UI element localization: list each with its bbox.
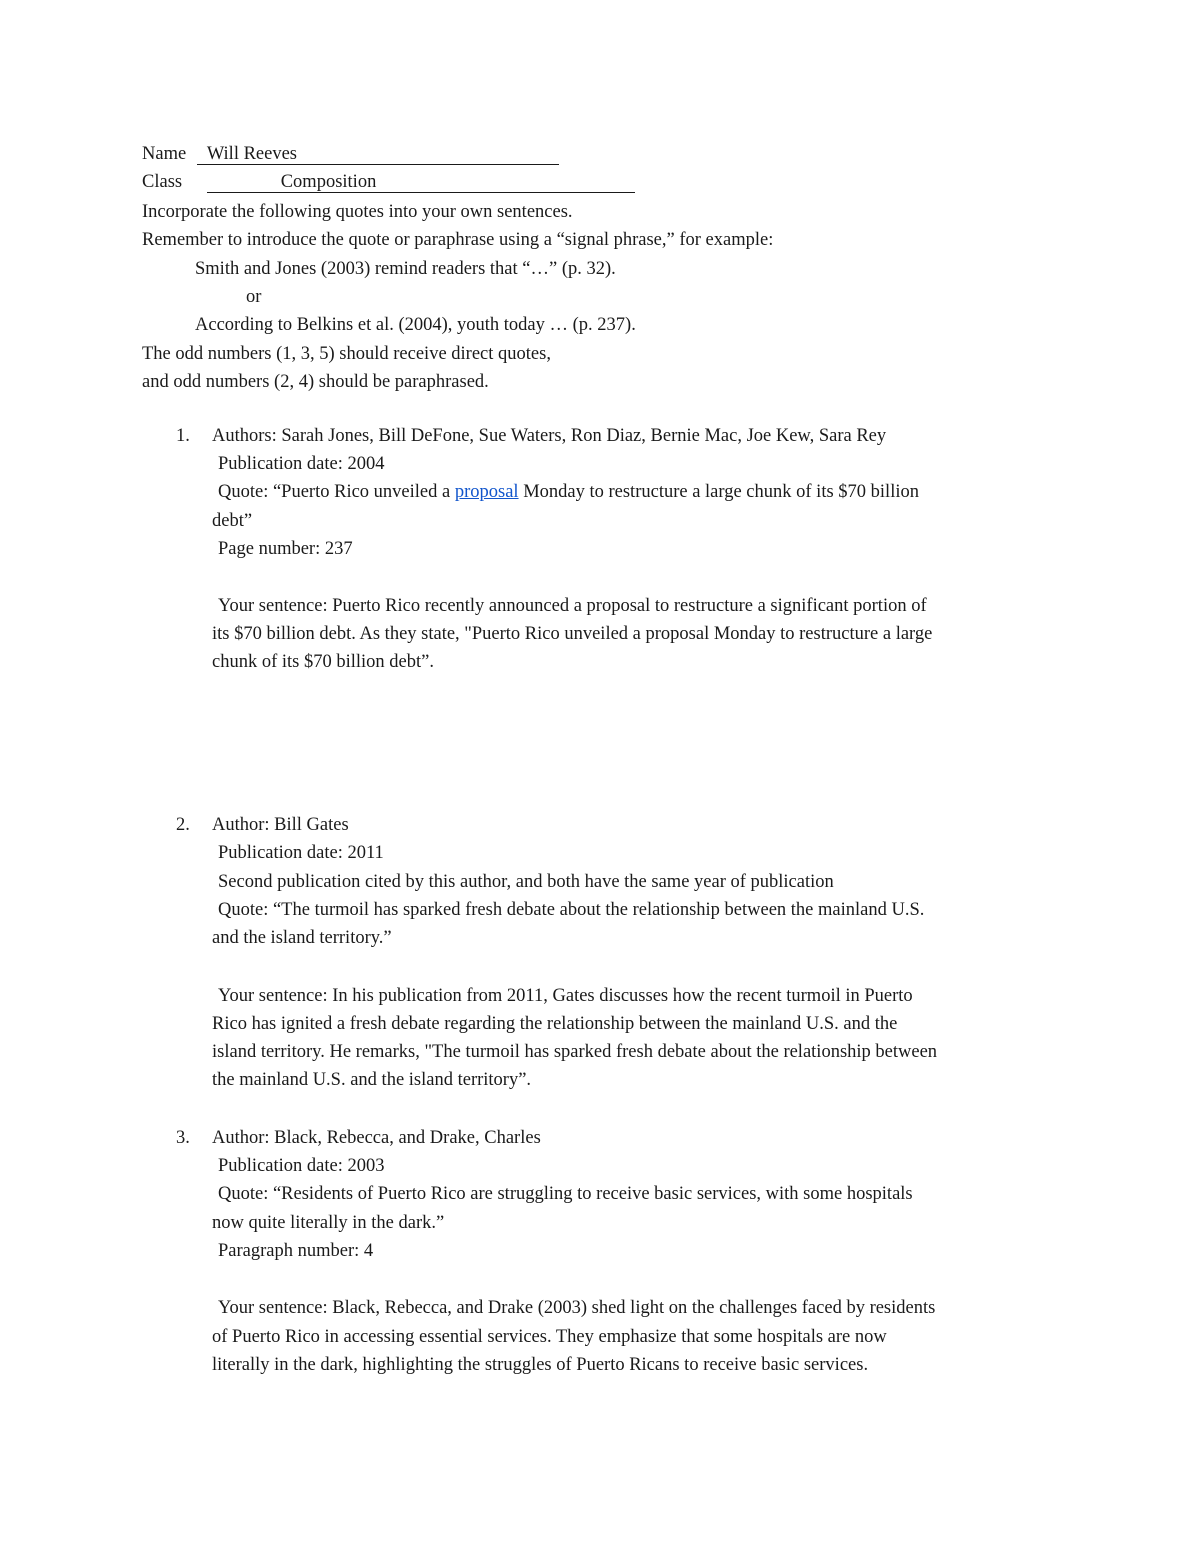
name-row: [142, 143, 559, 165]
item-number: 2.: [176, 815, 190, 835]
item-quote-continued: debt”: [212, 511, 253, 531]
item-quote-continued: and the island territory.”: [212, 928, 392, 948]
item-sentence: its $70 billion debt. As they state, "Puerto Rico unveiled a proposal Monday to restructure a large: [212, 624, 933, 644]
proposal-link[interactable]: proposal: [454, 482, 519, 502]
item-author: Author: Black, Rebecca, and Drake, Charles: [212, 1128, 541, 1148]
instruction-line: Remember to introduce the quote or paraphrase using a “signal phrase,” for example:: [142, 230, 774, 250]
class-row: [142, 171, 635, 193]
example-line: Smith and Jones (2003) remind readers that “…” (p. 32).: [195, 259, 616, 279]
item-paragraph: Paragraph number: 4: [218, 1241, 374, 1261]
quote-prefix: Quote: “Puerto Rico unveiled a: [218, 482, 455, 502]
instruction-line: and odd numbers (2, 4) should be paraphrased.: [142, 372, 489, 392]
item-quote: Quote: “Residents of Puerto Rico are struggling to receive basic services, with some hospitals: [218, 1184, 913, 1204]
item-quote: Quote: “The turmoil has sparked fresh debate about the relationship between the mainland U.S.: [218, 900, 925, 920]
item-quote: [218, 481, 919, 503]
name-label: Name: [142, 144, 187, 164]
instruction-line: Incorporate the following quotes into your own sentences.: [142, 202, 573, 222]
item-date: Publication date: 2003: [218, 1156, 385, 1176]
item-sentence: literally in the dark, highlighting the struggles of Puerto Ricans to receive basic services.: [212, 1355, 869, 1375]
example-line: According to Belkins et al. (2004), youth today … (p. 237).: [195, 315, 636, 335]
item-quote-continued: now quite literally in the dark.”: [212, 1213, 445, 1233]
name-field: [197, 144, 559, 165]
item-sentence: Rico has ignited a fresh debate regarding the relationship between the mainland U.S. and the: [212, 1014, 898, 1034]
instruction-line: The odd numbers (1, 3, 5) should receive direct quotes,: [142, 344, 551, 364]
item-number: 3.: [176, 1128, 190, 1148]
example-or: or: [246, 287, 262, 307]
item-number: 1.: [176, 426, 190, 446]
item-sentence: island territory. He remarks, "The turmoil has sparked fresh debate about the relationship between: [212, 1042, 938, 1062]
item-date: Publication date: 2011: [218, 843, 384, 863]
item-sentence: Your sentence: Black, Rebecca, and Drake (2003) shed light on the challenges faced by residents: [218, 1298, 936, 1318]
class-label: Class: [142, 172, 183, 192]
class-field: [207, 172, 635, 193]
item-sentence: Your sentence: In his publication from 2011, Gates discusses how the recent turmoil in Puerto: [218, 986, 913, 1006]
item-sentence: Your sentence: Puerto Rico recently announced a proposal to restructure a significant portion of: [218, 596, 927, 616]
item-sentence: chunk of its $70 billion debt”.: [212, 652, 434, 672]
item-sentence: the mainland U.S. and the island territory”.: [212, 1070, 532, 1090]
name-value: Will Reeves: [206, 144, 297, 164]
item-date: Publication date: 2004: [218, 454, 385, 474]
item-page: Page number: 237: [218, 539, 353, 559]
item-note: Second publication cited by this author, and both have the same year of publication: [218, 872, 834, 892]
item-author: Authors: Sarah Jones, Bill DeFone, Sue Waters, Ron Diaz, Bernie Mac, Joe Kew, Sara Rey: [212, 426, 887, 446]
class-value: Composition: [280, 172, 377, 192]
item-sentence: of Puerto Rico in accessing essential services. They emphasize that some hospitals are now: [212, 1327, 887, 1347]
quote-suffix: Monday to restructure a large chunk of its $70 billion: [518, 482, 919, 502]
item-author: Author: Bill Gates: [212, 815, 349, 835]
